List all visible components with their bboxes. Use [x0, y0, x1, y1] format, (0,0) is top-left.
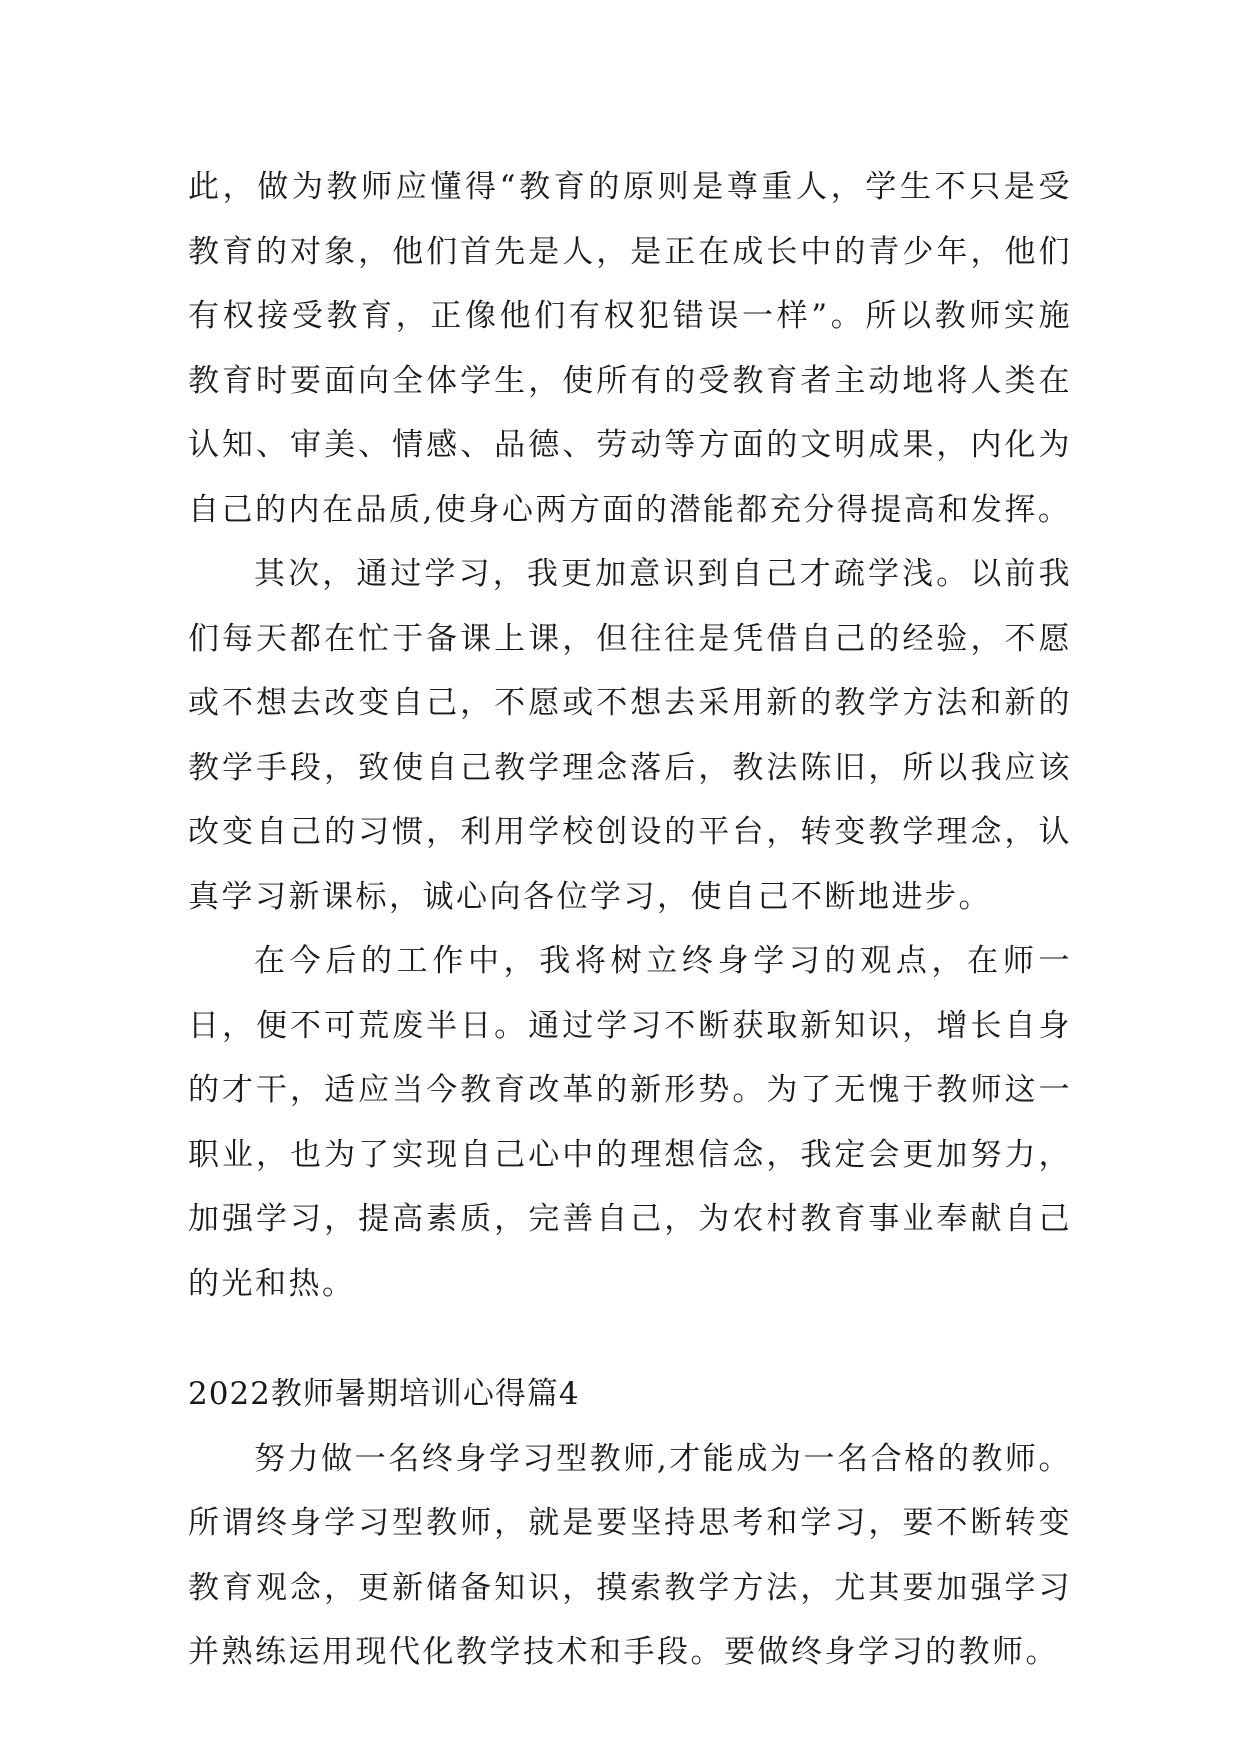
section-heading: 2022教师暑期培训心得篇4 — [188, 1376, 580, 1412]
document-page — [188, 155, 1072, 1685]
paragraph-continuation: 此，做为教师应懂得“教育的原则是尊重人，学生不只是受教育的对象，他们首先是人，是正在成长中的青少年，他们有权接受教育，正像他们有权犯错误一样”。所以教师实施教育时要面向全体学生，使所有的受教育者主动地将人类在认知、审美、情感、品德、劳动等方面的文明成果，内化为自己的内在品质,使身心两方面的潜能都充分得提高和发挥。 — [188, 169, 1072, 528]
paragraph-second: 其次，通过学习，我更加意识到自己才疏学浅。以前我们每天都在忙于备课上课，但往往是凭借自己的经验，不愿或不想去改变自己，不愿或不想去采用新的教学方法和新的教学手段，致使自己教学理念落后，教法陈旧，所以我应该改变自己的习惯，利用学校创设的平台，转变教学理念，认真学习新课标，诚心向各位学习，使自己不断地进步。 — [188, 556, 1072, 915]
paragraph-section-4: 努力做一名终身学习型教师,才能成为一名合格的教师。所谓终身学习型教师，就是要坚持思考和学习，要不断转变教育观念，更新储备知识，摸索教学方法，尤其要加强学习并熟练运用现代化教学技术和手段。要做终身学习的教师。 — [188, 1440, 1072, 1670]
paragraph-third: 在今后的工作中，我将树立终身学习的观点，在师一日，便不可荒废半日。通过学习不断获取新知识，增长自身的才干，适应当今教育改革的新形势。为了无愧于教师这一职业，也为了实现自己心中的理想信念，我定会更加努力，加强学习，提高素质，完善自己，为农村教育事业奉献自己的光和热。 — [188, 943, 1072, 1302]
